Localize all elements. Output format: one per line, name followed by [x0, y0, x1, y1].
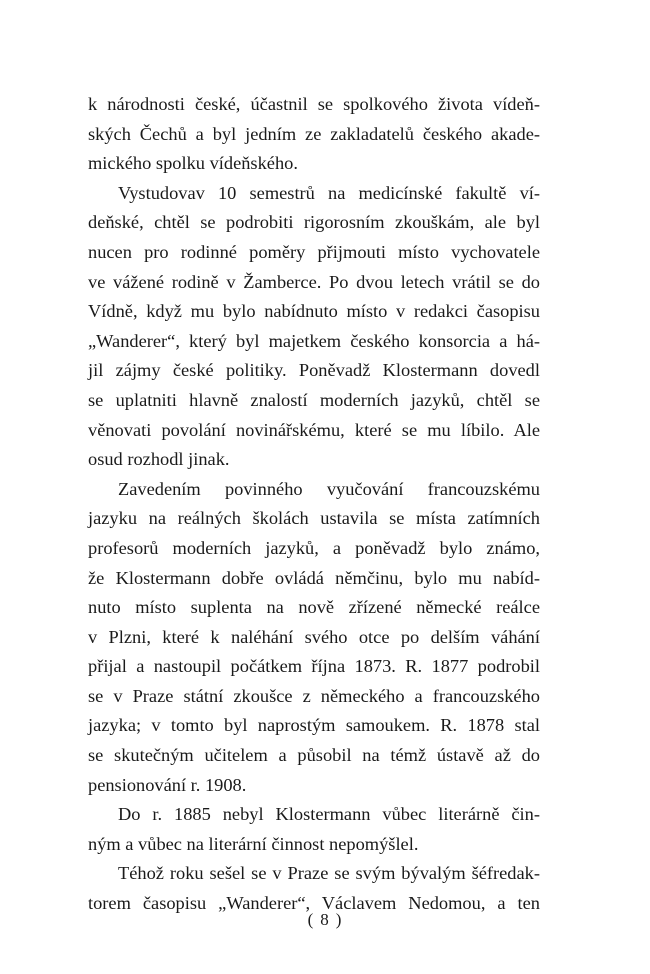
text-line: ným a vůbec na literární činnost nepomýšlel. — [88, 833, 419, 854]
text-line: že Klostermann dobře ovládá němčinu, bylo mu nabíd- — [88, 567, 540, 588]
text-line: Téhož roku sešel se v Praze se svým bývalým šéfredak- — [118, 863, 540, 884]
text-line: nucen pro rodinné poměry přijmouti místo vychovatele — [88, 241, 540, 262]
text-line: se v Praze státní zkoušce z německého a francouzského — [88, 685, 540, 706]
text-line: Do r. 1885 nebyl Klostermann vůbec literárně čin- — [118, 804, 540, 825]
text-line: jazyku na reálných školách ustavila se místa zatímních — [88, 508, 540, 529]
text-line: nuto místo suplenta na nově zřízené německé reálce — [88, 597, 540, 618]
text-line: pensionování r. 1908. — [88, 774, 247, 795]
folio-close-paren: ) — [335, 910, 343, 929]
paragraph — [88, 90, 540, 179]
text-line: přijal a nastoupil počátkem října 1873. R. 1877 podrobil — [88, 656, 540, 677]
text-line: věnovati povolání novinářskému, které se mu líbilo. Ale — [88, 419, 540, 440]
text-line: ve vážené rodině v Žamberce. Po dvou letech vrátil se do — [88, 271, 540, 292]
text-line: k národnosti české, účastnil se spolkového života vídeň- — [88, 94, 540, 114]
folio-number: 8 — [320, 910, 330, 929]
text-line: jil zájmy české politiky. Poněvadž Klostermann dovedl — [88, 360, 540, 381]
text-line: se uplatniti hlavně znalostí moderních jazyků, chtěl se — [88, 389, 540, 410]
text-line: v Plzni, které k naléhání svého otce po delším váhání — [88, 626, 540, 647]
paragraph — [88, 475, 540, 801]
text-line: se skutečným učitelem a působil na témž ústavě až do — [88, 745, 540, 766]
text-line: mického spolku vídeňského. — [88, 153, 298, 174]
text-line: jazyka; v tomto byl naprostým samoukem. R. 1878 stal — [88, 715, 540, 736]
text-line: ských Čechů a byl jedním ze zakladatelů českého akade- — [88, 123, 540, 144]
paragraph — [88, 179, 540, 475]
text-line: torem časopisu „Wanderer“, Václavem Nedomou, a ten — [88, 893, 540, 914]
text-line: „Wanderer“, který byl majetkem českého konsorcia a há- — [88, 330, 540, 351]
page-number — [0, 910, 650, 930]
text-line: osud rozhodl jinak. — [88, 449, 230, 470]
text-line: deňské, chtěl se podrobiti rigorosním zkouškám, ale byl — [88, 212, 540, 233]
text-line: Zavedením povinného vyučování francouzskému — [118, 478, 540, 499]
text-line: Vídně, když mu bylo nabídnuto místo v redakci časopisu — [88, 301, 540, 322]
folio-open-paren: ( — [307, 910, 315, 929]
page-text — [88, 90, 540, 919]
text-line: Vystudovav 10 semestrů na medicínské fakultě ví- — [118, 182, 540, 203]
text-line: profesorů moderních jazyků, a poněvadž bylo známo, — [88, 537, 540, 558]
paragraph — [88, 800, 540, 859]
